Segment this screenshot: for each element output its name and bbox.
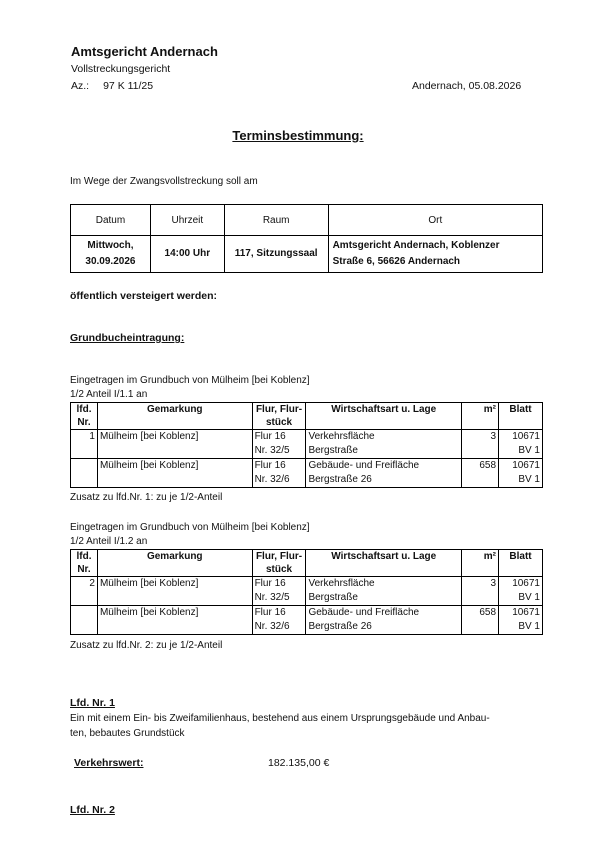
col-wirtschaftsart: Wirtschaftsart u. Lage	[306, 403, 462, 430]
lfd1-heading: Lfd. Nr. 1	[70, 697, 115, 709]
grundbuch-table-header	[71, 550, 543, 577]
table-row	[71, 430, 543, 459]
col-gemarkung: Gemarkung	[97, 550, 252, 577]
cell-m2: 3	[462, 430, 499, 459]
case-number-label: Az.:	[71, 80, 90, 92]
termin-table	[70, 204, 543, 273]
termin-datum-line1: Mittwoch,	[87, 240, 134, 251]
col-blatt: Blatt	[499, 403, 543, 430]
cell-wirtschaftsart: Verkehrsfläche Bergstraße	[306, 577, 462, 606]
cell-wirtschaftsart: Gebäude- und Freifläche Bergstraße 26	[306, 606, 462, 635]
versteigert-text: öffentlich versteigert werden:	[70, 290, 218, 302]
cell-lfd: 2	[71, 577, 98, 606]
grundbuch-table-header	[71, 403, 543, 430]
block1-line1: Eingetragen im Grundbuch von Mülheim [bei Koblenz]	[70, 375, 310, 386]
court-name: Amtsgericht Andernach	[71, 44, 218, 59]
cell-lfd: 1	[71, 430, 98, 459]
cell-flur: Flur 16 Nr. 32/6	[252, 606, 306, 635]
table-row	[71, 577, 543, 606]
place-date: Andernach, 05.08.2026	[412, 80, 522, 92]
cell-flur: Flur 16 Nr. 32/5	[252, 430, 306, 459]
termin-ort-line2: Straße 6, 56626 Andernach	[332, 256, 461, 267]
table-row	[71, 459, 543, 488]
termin-uhrzeit: 14:00 Uhr	[150, 236, 224, 273]
cell-gemarkung: Mülheim [bei Koblenz]	[97, 606, 252, 635]
cell-m2: 658	[462, 606, 499, 635]
termin-header-raum: Raum	[224, 205, 328, 236]
case-number-value: 97 K 11/25	[103, 80, 154, 92]
termin-datum-line2: 30.09.2026	[85, 256, 136, 267]
cell-gemarkung: Mülheim [bei Koblenz]	[97, 577, 252, 606]
page-title: Terminsbestimmung:	[232, 128, 364, 143]
termin-header-datum: Datum	[71, 205, 151, 236]
termin-raum: 117, Sitzungssaal	[224, 236, 328, 273]
grundbuch-heading: Grundbucheintragung:	[70, 332, 185, 344]
col-flur: Flur, Flur- stück	[252, 403, 306, 430]
cell-m2: 3	[462, 577, 499, 606]
cell-wirtschaftsart: Verkehrsfläche Bergstraße	[306, 430, 462, 459]
intro-text: Im Wege der Zwangsvollstreckung soll am	[70, 176, 258, 187]
col-lfd: lfd. Nr.	[71, 403, 98, 430]
block2-zusatz: Zusatz zu lfd.Nr. 2: zu je 1/2-Anteil	[70, 640, 223, 651]
verkehrswert-value: 182.135,00 €	[268, 757, 330, 769]
cell-flur: Flur 16 Nr. 32/6	[252, 459, 306, 488]
termin-header-row	[71, 205, 543, 236]
termin-ort-line1: Amtsgericht Andernach, Koblenzer	[332, 240, 500, 251]
col-gemarkung: Gemarkung	[97, 403, 252, 430]
lfd1-description	[70, 711, 540, 741]
cell-gemarkung: Mülheim [bei Koblenz]	[97, 430, 252, 459]
cell-blatt: 10671 BV 1	[499, 577, 543, 606]
cell-m2: 658	[462, 459, 499, 488]
lfd1-desc-line1: Ein mit einem Ein- bis Zweifamilienhaus, bestehend aus einem Ursprungsgebäude und Anbau-	[70, 713, 490, 724]
cell-wirtschaftsart: Gebäude- und Freifläche Bergstraße 26	[306, 459, 462, 488]
col-blatt: Blatt	[499, 550, 543, 577]
col-wirtschaftsart: Wirtschaftsart u. Lage	[306, 550, 462, 577]
cell-blatt: 10671 BV 1	[499, 430, 543, 459]
lfd1-desc-line2: ten, bebautes Grundstück	[70, 728, 185, 739]
cell-lfd	[71, 459, 98, 488]
grundbuch-table-1	[70, 402, 543, 488]
block1-zusatz: Zusatz zu lfd.Nr. 1: zu je 1/2-Anteil	[70, 492, 223, 503]
block2-line2: 1/2 Anteil I/1.2 an	[70, 536, 148, 547]
verkehrswert-label: Verkehrswert:	[74, 757, 144, 769]
col-flur: Flur, Flur- stück	[252, 550, 306, 577]
termin-header-ort: Ort	[328, 205, 542, 236]
termin-datum	[71, 236, 151, 273]
cell-flur: Flur 16 Nr. 32/5	[252, 577, 306, 606]
col-lfd: lfd. Nr.	[71, 550, 98, 577]
termin-header-uhrzeit: Uhrzeit	[150, 205, 224, 236]
cell-lfd	[71, 606, 98, 635]
cell-blatt: 10671 BV 1	[499, 606, 543, 635]
grundbuch-table-2	[70, 549, 543, 635]
block2-line1: Eingetragen im Grundbuch von Mülheim [bei Koblenz]	[70, 522, 310, 533]
lfd2-heading: Lfd. Nr. 2	[70, 804, 115, 816]
col-m2: m²	[462, 403, 499, 430]
col-m2: m²	[462, 550, 499, 577]
termin-ort	[328, 236, 542, 273]
case-number	[71, 80, 153, 92]
block1-line2: 1/2 Anteil I/1.1 an	[70, 389, 148, 400]
court-subtitle: Vollstreckungsgericht	[71, 63, 171, 75]
table-row	[71, 606, 543, 635]
cell-gemarkung: Mülheim [bei Koblenz]	[97, 459, 252, 488]
termin-value-row	[71, 236, 543, 273]
cell-blatt: 10671 BV 1	[499, 459, 543, 488]
